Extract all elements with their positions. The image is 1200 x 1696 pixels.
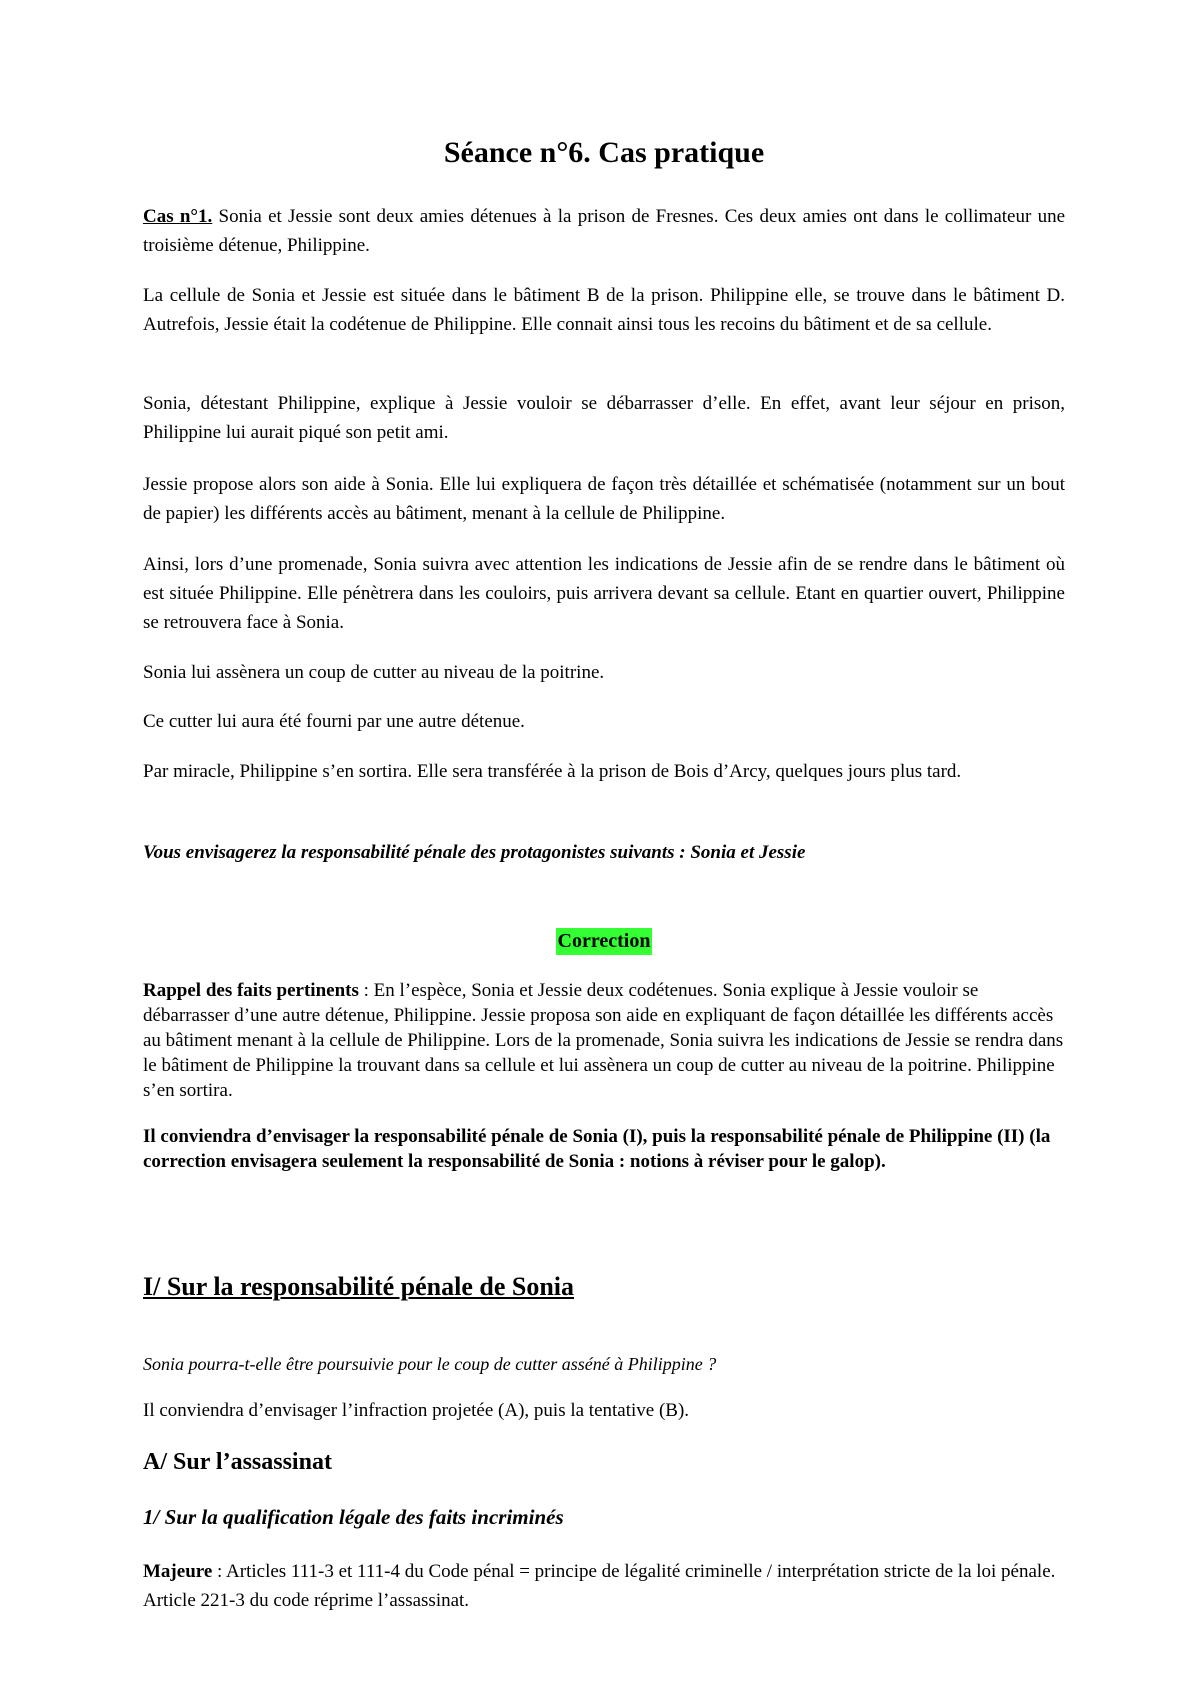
majeure-label: Majeure — [143, 1561, 213, 1582]
case-paragraph-4: Jessie propose alors son aide à Sonia. Elle lui expliquera de façon très détaillée et schématisée (notamment sur un bout de papier) les différents accès au bâtiment, menant à la cellule de Philippine. — [143, 474, 1065, 524]
section1-plan: Il conviendra d’envisager l’infraction projetée (A), puis la tentative (B). — [143, 1400, 690, 1421]
case-paragraph-2: La cellule de Sonia et Jessie est située dans le bâtiment B de la prison. Philippine elle, se trouve dans le bâtiment D. Autrefois, Jessie était la codétenue de Philippine. Elle connait ainsi tous les recoins du bâtiment et de sa cellule. — [143, 285, 1065, 335]
rappel-label: Rappel des faits pertinents — [143, 980, 359, 1001]
rappel-paragraph: Rappel des faits pertinents : En l’espèce, Sonia et Jessie deux codétenues. Sonia explique à Jessie vouloir se débarrasser d’une autre détenue, Philippine. Jessie proposa son aide en expliquant de façon détaillée les différents accès au bâtiment menant à la cellule de Philippine. Lors de la promenade, Sonia suivra les indications de Jessie se rendra dans le bâtiment de Philippine la trouvant dans sa cellule et lui assènera un coup de cutter au niveau de la poitrine. Philippine s’en sortira. — [143, 980, 1064, 1101]
case-paragraph-3: Sonia, détestant Philippine, explique à Jessie vouloir se débarrasser d’elle. En effet, avant leur séjour en prison, Philippine lui aurait piqué son petit ami. — [143, 393, 1065, 443]
case-paragraph-8: Par miracle, Philippine s’en sortira. Elle sera transférée à la prison de Bois d’Arcy, quelques jours plus tard. — [143, 761, 962, 782]
case-paragraph-1: Cas n°1. Sonia et Jessie sont deux amies détenues à la prison de Fresnes. Ces deux amies ont dans le collimateur une troisième détenue, Philippine. — [143, 206, 1065, 256]
section1-question: Sonia pourra-t-elle être poursuivie pour le coup de cutter asséné à Philippine ? — [143, 1354, 717, 1374]
case-paragraph-5: Ainsi, lors d’une promenade, Sonia suivra avec attention les indications de Jessie afin de se rendre dans le bâtiment où est située Philippine. Elle pénètrera dans les couloirs, puis arrivera devant sa cellule. Etant en quartier ouvert, Philippine se retrouvera face à Sonia. — [143, 554, 1065, 633]
case-question: Vous envisagerez la responsabilité pénale des protagonistes suivants : Sonia et Jessie — [143, 842, 806, 863]
section-heading-1: I/ Sur la responsabilité pénale de Sonia — [143, 1272, 575, 1301]
subheading-1: 1/ Sur la qualification légale des faits incriminés — [143, 1505, 564, 1529]
page-title: Séance n°6. Cas pratique — [443, 136, 765, 169]
majeure-paragraph: Majeure : Articles 111-3 et 111-4 du Code pénal = principe de légalité criminelle / interprétation stricte de la loi pénale. Article 221-3 du code réprime l’assassinat. — [143, 1561, 1056, 1611]
correction-heading: Correction — [556, 928, 653, 955]
plan-paragraph: Il conviendra d’envisager la responsabilité pénale de Sonia (I), puis la responsabilité pénale de Philippine (II) (la correction envisagera seulement la responsabilité de Sonia : notions à réviser pour le galop). — [143, 1126, 1051, 1172]
case-paragraph-7: Ce cutter lui aura été fourni par une autre détenue. — [143, 711, 525, 732]
subheading-a: A/ Sur l’assassinat — [143, 1449, 332, 1475]
case-label: Cas n°1. — [143, 206, 213, 227]
correction-heading-wrap — [143, 928, 1065, 955]
case-paragraph-6: Sonia lui assènera un coup de cutter au niveau de la poitrine. — [143, 662, 605, 683]
